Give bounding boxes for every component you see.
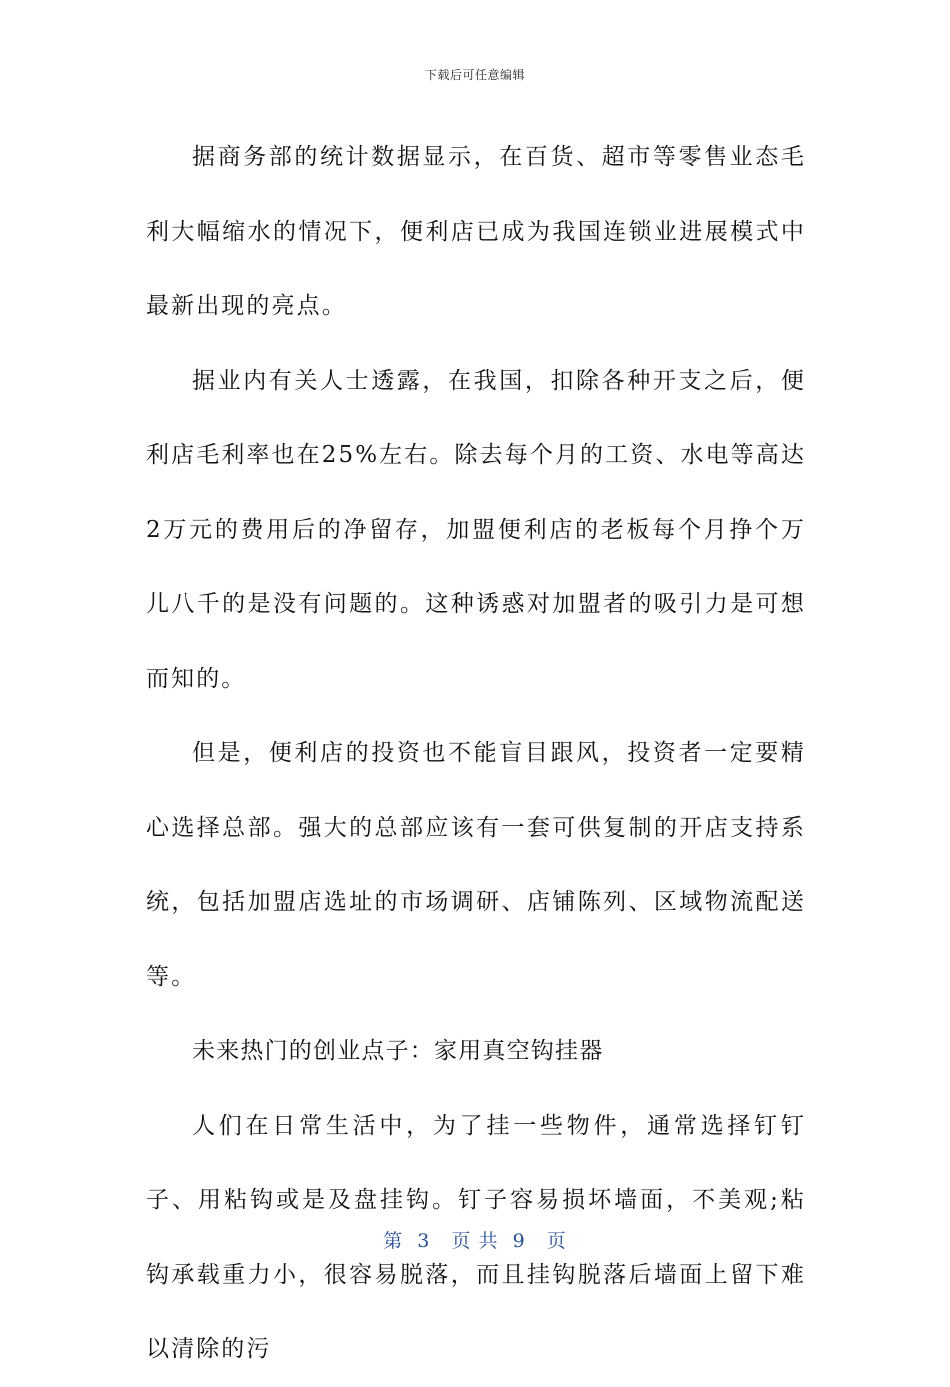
section-heading: 未来热门的创业点子：家用真空钩挂器 — [192, 1038, 604, 1064]
paragraph: 人们在日常生活中，为了挂一些物件，通常选择钉钉子、用粘钩或是及盘挂钩。钉子容易损坏墙面，不美观;粘钩承载重力小，很容易脱落，而且挂钩脱落后墙面上留下难以清除的污 — [146, 1112, 806, 1362]
page-number-footer: 第 3 页 共 9 页 — [383, 1230, 567, 1252]
paragraph: 但是，便利店的投资也不能盲目跟风，投资者一定要精心选择总部。强大的总部应该有一套可供复制的开店支持系统，包括加盟店选址的市场调研、店铺陈列、区域物流配送等。 — [146, 740, 806, 990]
page-header: 下载后可任意编辑 — [424, 68, 525, 82]
paragraph: 据商务部的统计数据显示，在百货、超市等零售业态毛利大幅缩水的情况下，便利店已成为我国连锁业进展模式中最新出现的亮点。 — [146, 144, 806, 319]
document-body — [146, 120, 806, 1387]
paragraph: 据业内有关人士透露，在我国，扣除各种开支之后，便利店毛利率也在25%左右。除去每个月的工资、水电等高达2万元的费用后的净留存，加盟便利店的老板每个月挣个万儿八千的是没有问题的。这种诱惑对加盟者的吸引力是可想而知的。 — [146, 367, 806, 692]
